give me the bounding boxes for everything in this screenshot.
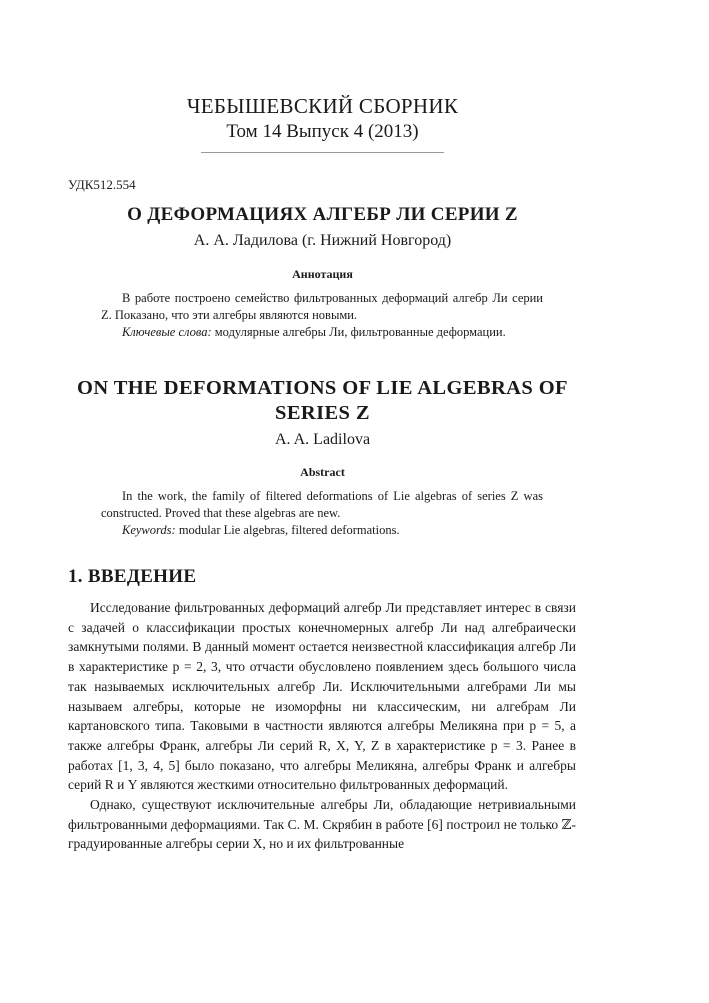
russian-keywords <box>101 324 543 341</box>
english-abstract <box>101 488 543 539</box>
russian-title: О ДЕФОРМАЦИЯХ АЛГЕБР ЛИ СЕРИИ Z <box>127 204 518 225</box>
header-rule <box>201 152 444 153</box>
english-keywords-text: modular Lie algebras, filtered deformations. <box>178 523 400 537</box>
russian-abstract-text: В работе построено семейство фильтрованных деформаций алгебр Ли серии Z. Показано, что эти алгебры являются новыми. <box>101 291 543 322</box>
russian-keywords-text: модулярные алгебры Ли, фильтрованные деформации. <box>214 325 506 339</box>
body-paragraph: Исследование фильтрованных деформаций алгебр Ли представляет интерес в связи с задачей о классификации простых конечномерных алгебр Ли над алгебраически замкнутыми полями. В данный момент остается неизвестной классификация алгебр Ли в характеристике p = 2, 3, что отчасти обусловлено появлением здесь большого числа так называемых исключительных алгебр Ли. Исключительными алгебрами Ли мы называем алгебры, которые не изоморфны ни классическим, ни алгебрам Ли картановского типа. Таковыми в частности являются алгебры Меликяна при p = 5, а также алгебры Франк, алгебры Ли серий R, X, Y, Z в характеристике p = 3. Ранее в работах [1, 3, 4, 5] было показано, что алгебры Меликяна, алгебры Франк и алгебры серий R и Y являются жесткими относительно фильтрованных деформаций. <box>68 600 576 793</box>
journal-issue: Том 14 Выпуск 4 (2013) <box>226 121 419 142</box>
english-abstract-heading: Abstract <box>300 465 345 479</box>
russian-abstract <box>101 290 543 341</box>
english-title: ON THE DEFORMATIONS OF LIE ALGEBRAS OF SERIES Z <box>77 377 568 424</box>
body-paragraph: Однако, существуют исключительные алгебры Ли, обладающие нетривиальными фильтрованными деформациями. Так С. М. Скрябин в работе [6] построил не только ℤ-градуированные алгебры серии X, но и их фильтрованные <box>68 797 576 852</box>
english-keywords <box>101 522 543 539</box>
journal-name: ЧЕБЫШЕВСКИЙ СБОРНИК <box>186 94 459 118</box>
section-body <box>68 598 576 854</box>
udk-code: УДК512.554 <box>68 177 136 192</box>
english-abstract-text: In the work, the family of filtered deformations of Lie algebras of series Z was constructed. Proved that these algebras are new. <box>101 489 543 520</box>
russian-keywords-label: Ключевые слова: <box>122 325 212 339</box>
russian-abstract-heading: Аннотация <box>292 267 353 281</box>
russian-authors: А. А. Ладилова (г. Нижний Новгород) <box>193 232 452 249</box>
english-keywords-label: Keywords: <box>122 523 176 537</box>
english-authors: A. A. Ladilova <box>274 431 371 448</box>
section-heading: 1. ВВЕДЕНИЕ <box>68 566 197 587</box>
